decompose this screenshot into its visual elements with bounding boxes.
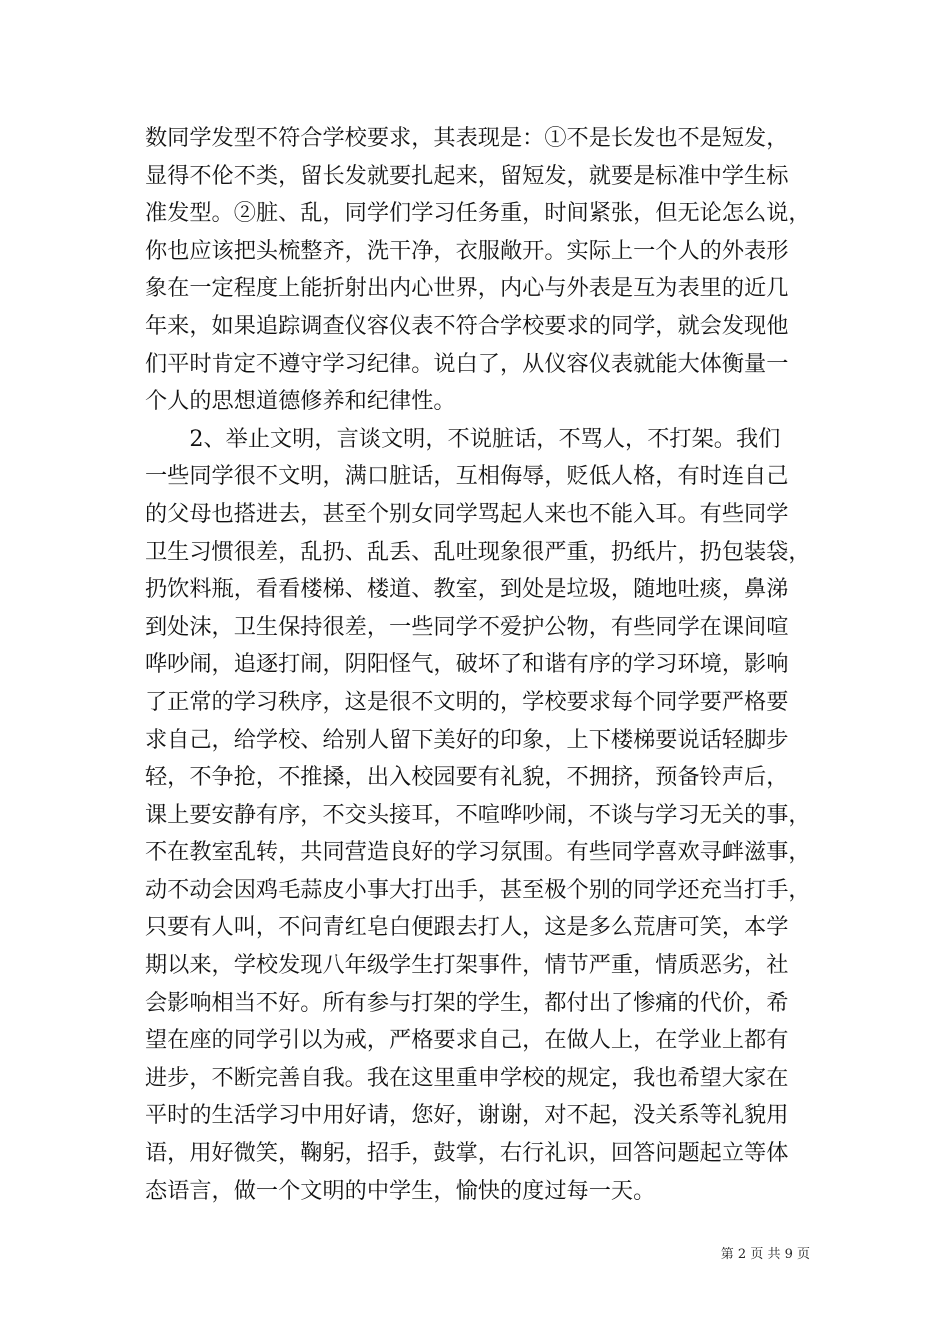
- text-line: 不在教室乱转，共同营造良好的学习氛围。有些同学喜欢寻衅滋事，: [145, 839, 811, 866]
- text-line: 哗吵闹，追逐打闹，阴阳怪气，破坏了和谐有序的学习环境，影响: [145, 651, 789, 678]
- text-line: 显得不伦不类，留长发就要扎起来，留短发，就要是标准中学生标: [145, 162, 789, 189]
- text-line: 会影响相当不好。所有参与打架的学生，都付出了惨痛的代价，希: [145, 989, 789, 1016]
- text-line: 2、举止文明，言谈文明，不说脏话，不骂人，不打架。我们: [145, 425, 781, 452]
- text-line: 求自己，给学校、给别人留下美好的印象，上下楼梯要说话轻脚步: [145, 726, 789, 753]
- text-line: 期以来，学校发现八年级学生打架事件，情节严重，情质恶劣，社: [145, 952, 789, 979]
- page-number: 第 2 页 共 9 页: [720, 1247, 810, 1262]
- text-line: 一些同学很不文明，满口脏话，互相侮辱，贬低人格，有时连自己: [145, 463, 789, 490]
- text-line: 年来，如果追踪调查仪容仪表不符合学校要求的同学，就会发现他: [145, 312, 789, 339]
- text-line: 只要有人叫，不问青红皂白便跟去打人，这是多么荒唐可笑，本学: [145, 914, 789, 941]
- text-line: 语，用好微笑，鞠躬，招手，鼓掌，右行礼识，回答问题起立等体: [145, 1140, 789, 1167]
- text-line: 准发型。②脏、乱，同学们学习任务重，时间紧张，但无论怎么说，: [145, 200, 811, 227]
- text-line: 数同学发型不符合学校要求，其表现是：①不是长发也不是短发，: [145, 125, 789, 151]
- text-line: 个人的思想道德修养和纪律性。: [145, 388, 456, 415]
- text-line: 课上要安静有序，不交头接耳，不喧哗吵闹，不谈与学习无关的事，: [145, 801, 811, 828]
- text-line: 平时的生活学习中用好请，您好，谢谢，对不起，没关系等礼貌用: [145, 1102, 789, 1129]
- text-line: 的父母也搭进去，甚至个别女同学骂起人来也不能入耳。有些同学: [145, 500, 789, 527]
- text-line: 了正常的学习秩序，这是很不文明的，学校要求每个同学要严格要: [145, 688, 789, 715]
- text-line: 卫生习惯很差，乱扔、乱丢、乱吐现象很严重，扔纸片，扔包装袋，: [145, 538, 811, 565]
- body-text: [145, 120, 811, 1210]
- text-line: 到处沫，卫生保持很差，一些同学不爱护公物，有些同学在课间喧: [145, 613, 789, 640]
- text-line: 们平时肯定不遵守学习纪律。说白了，从仪容仪表就能大体衡量一: [145, 350, 789, 377]
- text-line: 扔饮料瓶，看看楼梯、楼道、教室，到处是垃圾，随地吐痰，鼻涕: [145, 576, 789, 603]
- text-line: 态语言，做一个文明的中学生，愉快的度过每一天。: [145, 1177, 656, 1204]
- text-line: 轻，不争抢，不推搡，出入校园要有礼貌，不拥挤，预备铃声后，: [145, 764, 789, 791]
- text-line: 你也应该把头梳整齐，洗干净，衣服敞开。实际上一个人的外表形: [145, 237, 789, 264]
- text-line: 进步，不断完善自我。我在这里重申学校的规定，我也希望大家在: [145, 1064, 789, 1091]
- text-line: 象在一定程度上能折射出内心世界，内心与外表是互为表里的近几: [145, 275, 789, 302]
- text-line: 动不动会因鸡毛蒜皮小事大打出手，甚至极个别的同学还充当打手，: [145, 876, 811, 903]
- text-line: 望在座的同学引以为戒，严格要求自己，在做人上，在学业上都有: [145, 1027, 789, 1054]
